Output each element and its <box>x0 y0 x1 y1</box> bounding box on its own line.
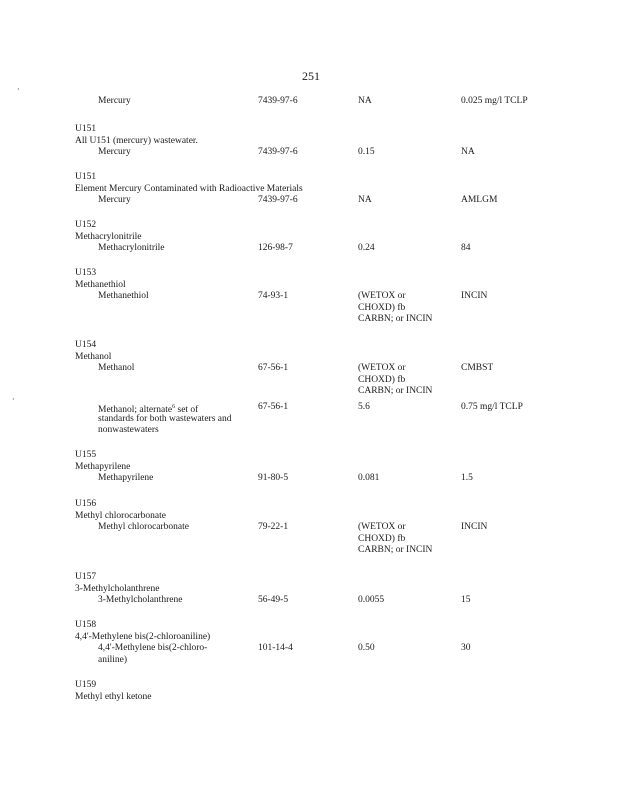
wastewater-standard: 84 <box>461 243 471 253</box>
cas-number: 91-80-5 <box>258 473 289 483</box>
cas-number: 67-56-1 <box>258 402 289 412</box>
waste-code: U152 <box>75 220 97 230</box>
regulated-constituent: Methacrylonitrile <box>98 243 165 253</box>
wastewater-standard: 0.025 mg/l TCLP <box>461 96 528 106</box>
waste-description: 3-Methylcholanthrene <box>75 583 160 594</box>
cas-number: 126-98-7 <box>258 243 293 253</box>
cas-number: 67-56-1 <box>258 363 289 373</box>
wastewater-standard: 30 <box>461 643 471 653</box>
wastewater-standard: 15 <box>461 595 471 605</box>
nonwastewater-standard: 5.6 <box>358 402 370 412</box>
nonwastewater-standard: (WETOX or <box>358 363 406 373</box>
waste-code: U157 <box>75 572 97 582</box>
regulated-constituent: aniline) <box>98 654 128 665</box>
waste-description: All U151 (mercury) wastewater. <box>75 135 198 146</box>
nonwastewater-standard: 0.15 <box>358 147 375 157</box>
cas-number: 7439-97-6 <box>258 147 298 157</box>
scan-mark: ¸ <box>17 81 20 90</box>
cas-number: 74-93-1 <box>258 291 289 301</box>
waste-code: U154 <box>75 340 97 350</box>
scan-mark: ¸ <box>12 391 15 400</box>
waste-description: Methanethiol <box>75 279 126 290</box>
nonwastewater-standard: CARBN; or INCIN <box>358 545 433 555</box>
regulated-constituent: Mercury <box>98 147 131 157</box>
nonwastewater-standard: CHOXD) fb <box>358 302 406 313</box>
nonwastewater-standard: CARBN; or INCIN <box>358 386 433 396</box>
regulated-constituent: Mercury <box>98 195 131 205</box>
wastewater-standard: INCIN <box>461 291 488 301</box>
waste-description: Methyl chlorocarbonate <box>75 510 167 521</box>
regulated-constituent: Methapyrilene <box>98 473 154 483</box>
regulated-constituent: Methyl chlorocarbonate <box>98 522 190 532</box>
waste-description: Methapyrilene <box>75 461 131 472</box>
nonwastewater-standard: NA <box>358 195 372 205</box>
nonwastewater-standard: CHOXD) fb <box>358 533 406 544</box>
regulated-constituent: Mercury <box>98 96 131 106</box>
wastewater-standard: NA <box>461 147 475 157</box>
footnote-ref: 6 <box>172 404 176 410</box>
regulated-constituent: 3-Methylcholanthrene <box>98 595 183 605</box>
waste-code: U156 <box>75 499 97 509</box>
wastewater-standard: INCIN <box>461 522 488 532</box>
waste-code: U159 <box>75 680 97 690</box>
cas-number: 101-14-4 <box>258 643 293 653</box>
wastewater-standard: 0.75 mg/l TCLP <box>461 402 523 412</box>
waste-code: U158 <box>75 620 97 630</box>
nonwastewater-standard: (WETOX or <box>358 522 406 532</box>
nonwastewater-standard: 0.50 <box>358 643 375 653</box>
waste-description: Methyl ethyl ketone <box>75 691 152 702</box>
regulated-constituent: Methanethiol <box>98 291 149 301</box>
regulated-constituent: Methanol <box>98 363 135 373</box>
waste-description: Element Mercury Contaminated with Radioactive Materials <box>75 183 303 194</box>
cas-number: 56-49-5 <box>258 595 289 605</box>
wastewater-standard: 1.5 <box>461 473 473 483</box>
waste-code: U153 <box>75 268 97 278</box>
regulated-constituent: 4,4'-Methylene bis(2-chloro- <box>98 643 208 653</box>
waste-code: U151 <box>75 172 97 182</box>
cas-number: 7439-97-6 <box>258 96 298 106</box>
cas-number: 79-22-1 <box>258 522 289 532</box>
cas-number: 7439-97-6 <box>258 195 298 205</box>
page-number: 251 <box>302 69 320 83</box>
nonwastewater-standard: CHOXD) fb <box>358 374 406 385</box>
nonwastewater-standard: 0.081 <box>358 473 380 483</box>
nonwastewater-standard: (WETOX or <box>358 291 406 301</box>
waste-description: Methanol <box>75 351 112 362</box>
wastewater-standard: AMLGM <box>461 195 498 205</box>
nonwastewater-standard: 0.24 <box>358 243 375 253</box>
regulated-constituent: nonwastewaters <box>98 425 159 435</box>
nonwastewater-standard: CARBN; or INCIN <box>358 314 433 324</box>
waste-description: 4,4'-Methylene bis(2-chloroaniline) <box>75 631 211 642</box>
regulated-constituent: standards for both wastewaters and <box>98 413 232 424</box>
nonwastewater-standard: NA <box>358 96 372 106</box>
waste-code: U151 <box>75 124 97 134</box>
regulated-constituent: Methanol; alternate$^6$ set of <box>98 404 199 416</box>
waste-description: Methacrylonitrile <box>75 231 142 242</box>
wastewater-standard: CMBST <box>461 363 494 373</box>
waste-code: U155 <box>75 450 97 460</box>
nonwastewater-standard: 0.0055 <box>358 595 385 605</box>
